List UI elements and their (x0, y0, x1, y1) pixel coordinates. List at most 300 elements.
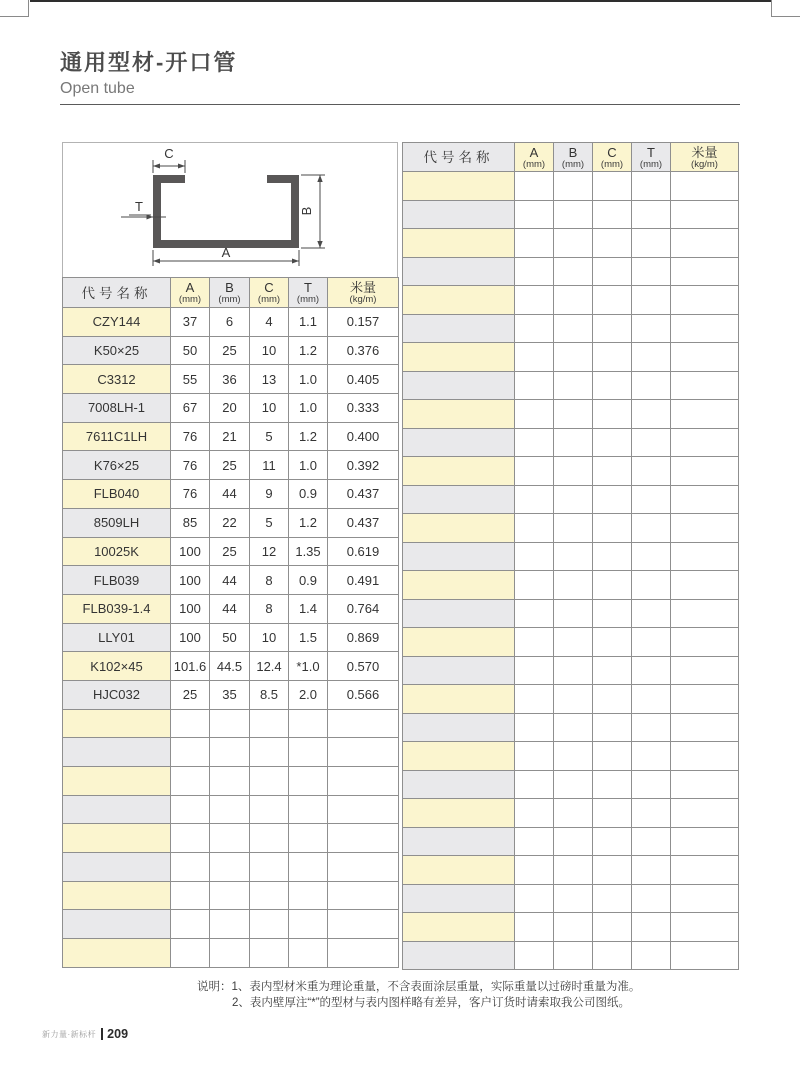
value-cell (328, 910, 399, 939)
value-cell (250, 767, 289, 796)
table-row (403, 371, 739, 400)
value-cell: 44.5 (210, 652, 250, 681)
table-row (63, 652, 399, 681)
value-cell: 0.9 (289, 566, 328, 595)
value-cell (289, 910, 328, 939)
value-cell (554, 799, 593, 828)
profile-code-cell (63, 738, 171, 767)
value-cell (328, 767, 399, 796)
profile-spec-table-left (62, 277, 399, 968)
profile-code-cell (403, 200, 515, 229)
value-cell (210, 795, 250, 824)
value-cell (515, 485, 554, 514)
value-cell (671, 884, 739, 913)
value-cell: 21 (210, 422, 250, 451)
col-header-weight: 米量 (kg/m) (328, 278, 399, 308)
table-row (403, 257, 739, 286)
value-cell: 55 (171, 365, 210, 394)
value-cell (554, 656, 593, 685)
value-cell (210, 881, 250, 910)
value-cell (593, 799, 632, 828)
value-cell (632, 742, 671, 771)
profile-code-cell (403, 656, 515, 685)
value-cell (671, 571, 739, 600)
value-cell: 10 (250, 623, 289, 652)
table-row (403, 514, 739, 543)
value-cell (593, 286, 632, 315)
value-cell (671, 314, 739, 343)
profile-code-cell (403, 542, 515, 571)
value-cell: 8 (250, 566, 289, 595)
value-cell (210, 853, 250, 882)
value-cell: 13 (250, 365, 289, 394)
profile-code-cell (63, 910, 171, 939)
value-cell (515, 827, 554, 856)
value-cell: 9 (250, 480, 289, 509)
table-row (403, 799, 739, 828)
value-cell (328, 795, 399, 824)
value-cell (554, 941, 593, 970)
value-cell: 85 (171, 508, 210, 537)
profile-code-cell (403, 770, 515, 799)
profile-code-cell (403, 371, 515, 400)
value-cell: 1.2 (289, 422, 328, 451)
profile-spec-table-right (402, 142, 739, 970)
value-cell: 0.566 (328, 680, 399, 709)
value-cell: 44 (210, 566, 250, 595)
value-cell (671, 400, 739, 429)
value-cell (515, 371, 554, 400)
profile-code-cell (403, 884, 515, 913)
value-cell: 76 (171, 451, 210, 480)
value-cell (210, 738, 250, 767)
table-row (63, 594, 399, 623)
col-header-name: 代号名称 (63, 278, 171, 308)
value-cell (671, 286, 739, 315)
value-cell (593, 257, 632, 286)
value-cell (632, 799, 671, 828)
col-header-a: A (mm) (171, 278, 210, 308)
value-cell: 0.491 (328, 566, 399, 595)
crop-mark-top-right-h (771, 16, 800, 17)
value-cell (171, 824, 210, 853)
profile-code-cell (403, 257, 515, 286)
value-cell (289, 853, 328, 882)
value-cell (671, 371, 739, 400)
value-cell (671, 514, 739, 543)
value-cell: 0.392 (328, 451, 399, 480)
value-cell (328, 738, 399, 767)
table-row (63, 767, 399, 796)
crop-mark-top-left (28, 0, 29, 16)
header-rule (60, 104, 740, 105)
value-cell (328, 881, 399, 910)
value-cell (515, 685, 554, 714)
table-row (63, 738, 399, 767)
profile-code-cell (403, 713, 515, 742)
col-header-weight: 米量 (kg/m) (671, 143, 739, 172)
value-cell (328, 824, 399, 853)
profile-code-cell (63, 881, 171, 910)
value-cell (515, 286, 554, 315)
table-row (63, 939, 399, 968)
value-cell: 0.619 (328, 537, 399, 566)
value-cell (632, 257, 671, 286)
value-cell (632, 571, 671, 600)
value-cell: 100 (171, 594, 210, 623)
table-row (403, 770, 739, 799)
table-row (63, 394, 399, 423)
col-header-b: B (mm) (210, 278, 250, 308)
value-cell (632, 286, 671, 315)
value-cell: 1.35 (289, 537, 328, 566)
value-cell (632, 628, 671, 657)
value-cell: 50 (171, 336, 210, 365)
profile-code-cell: FLB039-1.4 (63, 594, 171, 623)
value-cell (632, 542, 671, 571)
value-cell (250, 910, 289, 939)
profile-code-cell: K102×45 (63, 652, 171, 681)
value-cell: 12 (250, 537, 289, 566)
value-cell: 12.4 (250, 652, 289, 681)
value-cell (671, 229, 739, 258)
value-cell: 0.333 (328, 394, 399, 423)
value-cell (593, 200, 632, 229)
value-cell: 0.437 (328, 480, 399, 509)
table-row (63, 910, 399, 939)
value-cell (250, 709, 289, 738)
value-cell (554, 571, 593, 600)
value-cell: 0.400 (328, 422, 399, 451)
value-cell (515, 884, 554, 913)
col-header-name: 代号名称 (403, 143, 515, 172)
profile-code-cell (403, 428, 515, 457)
table-row (403, 656, 739, 685)
table-row (63, 365, 399, 394)
value-cell (171, 795, 210, 824)
value-cell: 1.0 (289, 365, 328, 394)
value-cell (671, 713, 739, 742)
value-cell (593, 542, 632, 571)
table-row (63, 824, 399, 853)
value-cell (515, 742, 554, 771)
value-cell (593, 770, 632, 799)
dim-label-a: A (221, 245, 231, 260)
value-cell (328, 709, 399, 738)
value-cell (671, 827, 739, 856)
value-cell (515, 172, 554, 201)
table-row (403, 457, 739, 486)
value-cell: 37 (171, 308, 210, 337)
value-cell (171, 910, 210, 939)
value-cell (593, 172, 632, 201)
table-row (403, 286, 739, 315)
profile-code-cell (403, 628, 515, 657)
value-cell: 76 (171, 480, 210, 509)
value-cell: 36 (210, 365, 250, 394)
value-cell: 76 (171, 422, 210, 451)
table-row (403, 685, 739, 714)
value-cell (515, 314, 554, 343)
profile-code-cell: FLB040 (63, 480, 171, 509)
value-cell: 100 (171, 537, 210, 566)
profile-code-cell (63, 853, 171, 882)
value-cell (554, 884, 593, 913)
value-cell: 1.2 (289, 336, 328, 365)
value-cell: 2.0 (289, 680, 328, 709)
value-cell (632, 314, 671, 343)
value-cell (593, 514, 632, 543)
profile-code-cell (403, 286, 515, 315)
value-cell (593, 485, 632, 514)
value-cell (289, 795, 328, 824)
profile-shape (153, 175, 299, 248)
value-cell (593, 685, 632, 714)
value-cell (554, 428, 593, 457)
value-cell: *1.0 (289, 652, 328, 681)
col-header-t: T (mm) (632, 143, 671, 172)
value-cell (632, 229, 671, 258)
value-cell (171, 709, 210, 738)
profile-code-cell (403, 941, 515, 970)
profile-code-cell: K50×25 (63, 336, 171, 365)
page-top-bar (30, 0, 771, 2)
value-cell: 100 (171, 566, 210, 595)
value-cell (671, 343, 739, 372)
value-cell (632, 685, 671, 714)
table-row (403, 542, 739, 571)
value-cell (554, 200, 593, 229)
value-cell (671, 856, 739, 885)
value-cell (632, 457, 671, 486)
value-cell (593, 314, 632, 343)
value-cell: 4 (250, 308, 289, 337)
profile-code-cell (403, 343, 515, 372)
value-cell (554, 856, 593, 885)
value-cell: 25 (210, 336, 250, 365)
table-row (63, 451, 399, 480)
profile-code-cell: FLB039 (63, 566, 171, 595)
value-cell (671, 257, 739, 286)
value-cell (593, 713, 632, 742)
value-cell: 0.869 (328, 623, 399, 652)
profile-code-cell: K76×25 (63, 451, 171, 480)
table-row (403, 172, 739, 201)
profile-code-cell: C3312 (63, 365, 171, 394)
table-row (63, 709, 399, 738)
dim-label-c: C (164, 146, 174, 161)
profile-code-cell: 10025K (63, 537, 171, 566)
col-header-a: A (mm) (515, 143, 554, 172)
profile-code-cell: CZY144 (63, 308, 171, 337)
profile-code-cell: 8509LH (63, 508, 171, 537)
profile-code-cell: LLY01 (63, 623, 171, 652)
value-cell (515, 770, 554, 799)
value-cell (632, 770, 671, 799)
value-cell (328, 853, 399, 882)
value-cell: 5 (250, 422, 289, 451)
value-cell: 10 (250, 394, 289, 423)
value-cell (289, 939, 328, 968)
table-row (63, 680, 399, 709)
note-line-1 (197, 979, 737, 995)
value-cell (632, 656, 671, 685)
value-cell (632, 913, 671, 942)
value-cell (554, 827, 593, 856)
value-cell: 25 (171, 680, 210, 709)
value-cell (515, 257, 554, 286)
value-cell (671, 599, 739, 628)
profile-code-cell (403, 457, 515, 486)
table-row (63, 881, 399, 910)
table-row (403, 314, 739, 343)
profile-code-cell (403, 229, 515, 258)
profile-code-cell: HJC032 (63, 680, 171, 709)
value-cell (210, 767, 250, 796)
page-footer (42, 1027, 128, 1041)
table-row (63, 422, 399, 451)
profile-code-cell (403, 485, 515, 514)
value-cell (593, 457, 632, 486)
value-cell (593, 827, 632, 856)
value-cell (554, 400, 593, 429)
value-cell (515, 599, 554, 628)
value-cell: 8 (250, 594, 289, 623)
value-cell (250, 881, 289, 910)
value-cell (554, 457, 593, 486)
value-cell (554, 685, 593, 714)
profile-code-cell (403, 571, 515, 600)
value-cell (632, 599, 671, 628)
table-row (403, 571, 739, 600)
table-row (403, 827, 739, 856)
value-cell (515, 571, 554, 600)
value-cell (554, 371, 593, 400)
value-cell (250, 795, 289, 824)
value-cell (515, 514, 554, 543)
value-cell (515, 856, 554, 885)
value-cell (554, 542, 593, 571)
value-cell (593, 742, 632, 771)
col-header-t: T (mm) (289, 278, 328, 308)
value-cell (515, 343, 554, 372)
value-cell (515, 656, 554, 685)
table-row (403, 428, 739, 457)
notes-block (197, 979, 737, 1011)
value-cell (250, 738, 289, 767)
value-cell (671, 428, 739, 457)
value-cell: 67 (171, 394, 210, 423)
value-cell (515, 229, 554, 258)
table-row (63, 308, 399, 337)
value-cell: 0.764 (328, 594, 399, 623)
profile-code-cell: 7008LH-1 (63, 394, 171, 423)
table-row (403, 485, 739, 514)
value-cell: 20 (210, 394, 250, 423)
note-item-1: 1、表内型材米重为理论重量，不含表面涂层重量，实际重量以过磅时重量为准。 (231, 981, 641, 993)
profile-code-cell (63, 767, 171, 796)
value-cell (515, 200, 554, 229)
value-cell: 5 (250, 508, 289, 537)
value-cell (671, 628, 739, 657)
profile-code-cell (403, 799, 515, 828)
col-header-c: C (mm) (593, 143, 632, 172)
value-cell: 0.437 (328, 508, 399, 537)
profile-code-cell (403, 514, 515, 543)
value-cell (515, 713, 554, 742)
value-cell: 0.570 (328, 652, 399, 681)
value-cell (250, 853, 289, 882)
note-item-2: 2、表内壁厚注“*”的型材与表内图样略有差异，客户订货时请索取我公司图纸。 (232, 997, 631, 1009)
table-row (63, 566, 399, 595)
value-cell (593, 229, 632, 258)
value-cell (210, 709, 250, 738)
value-cell (671, 485, 739, 514)
page-title: 通用型材-开口管 (60, 50, 238, 75)
value-cell (632, 514, 671, 543)
profile-code-cell (403, 742, 515, 771)
table-row (403, 913, 739, 942)
table-row (63, 853, 399, 882)
value-cell (554, 742, 593, 771)
profile-code-cell (403, 685, 515, 714)
value-cell: 0.376 (328, 336, 399, 365)
value-cell (671, 542, 739, 571)
table-row (63, 537, 399, 566)
profile-code-cell (63, 939, 171, 968)
value-cell (554, 314, 593, 343)
value-cell (515, 542, 554, 571)
value-cell (210, 824, 250, 853)
profile-code-cell (63, 709, 171, 738)
value-cell (554, 514, 593, 543)
value-cell (210, 939, 250, 968)
value-cell: 44 (210, 594, 250, 623)
table-row (403, 200, 739, 229)
profile-code-cell (403, 172, 515, 201)
value-cell (632, 172, 671, 201)
value-cell (515, 799, 554, 828)
value-cell: 0.157 (328, 308, 399, 337)
value-cell (250, 939, 289, 968)
value-cell (250, 824, 289, 853)
value-cell (171, 738, 210, 767)
table-row (403, 599, 739, 628)
value-cell (554, 628, 593, 657)
value-cell: 25 (210, 451, 250, 480)
value-cell (515, 428, 554, 457)
value-cell (593, 913, 632, 942)
value-cell (554, 229, 593, 258)
value-cell (632, 343, 671, 372)
table-row (403, 884, 739, 913)
value-cell (593, 428, 632, 457)
value-cell (632, 400, 671, 429)
profile-code-cell (403, 400, 515, 429)
value-cell: 11 (250, 451, 289, 480)
profile-code-cell (403, 599, 515, 628)
value-cell (171, 881, 210, 910)
value-cell: 44 (210, 480, 250, 509)
value-cell: 1.0 (289, 451, 328, 480)
value-cell (593, 656, 632, 685)
profile-code-cell (63, 824, 171, 853)
profile-diagram-box (62, 142, 398, 278)
value-cell: 1.4 (289, 594, 328, 623)
value-cell (671, 913, 739, 942)
value-cell (515, 913, 554, 942)
value-cell (289, 767, 328, 796)
